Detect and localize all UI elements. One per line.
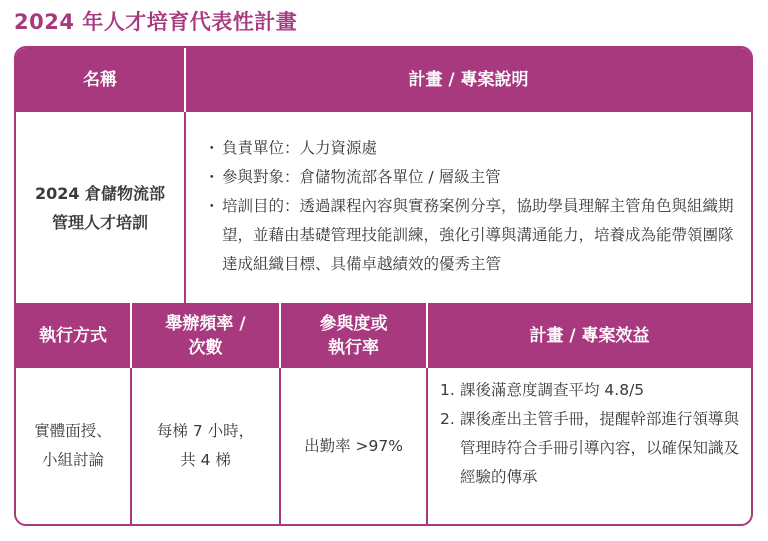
program-name-line-2: 管理人才培訓: [51, 212, 148, 232]
header-name: 名稱: [83, 70, 117, 90]
list-item: ・ 負責單位：人力資源處: [194, 134, 746, 163]
program-name-line-1: 2024 倉儲物流部: [34, 183, 166, 203]
header-method: 執行方式: [39, 325, 107, 346]
header-rate: 參與度或 執行率: [319, 313, 388, 358]
list-item: 1. 課後滿意度調查平均 4.8/5: [440, 381, 645, 399]
bullet-mark: ・: [204, 168, 220, 186]
program-table: [14, 46, 753, 526]
header-description: 計畫 / 專案說明: [408, 70, 529, 90]
execution-rate: 出勤率 >97%: [304, 436, 403, 455]
bullet-mark: ・: [204, 139, 220, 157]
program-divider: [184, 112, 186, 303]
program-bullet-list: [194, 134, 746, 279]
execution-frequency: 每梯 7 小時， 共 4 梯: [156, 422, 255, 469]
list-item: 2. 課後產出主管手冊，提醒幹部進行領導與管理時符合手冊引導內容，以確保知識及經驗的傳承: [440, 410, 740, 486]
effect-list: [440, 376, 745, 492]
list-item: ・ 培訓目的：透過課程內容與實務案例分享，協助學員理解主管角色與組織期望，並藉由基礎管理技能訓練，強化引導與溝通能力，培養成為能帶領團隊達成組織目標、具備卓越績效的優秀主管: [194, 192, 746, 279]
header-frequency: 舉辦頻率 / 次數: [165, 313, 246, 358]
header-effect: 計畫 / 專案效益: [529, 325, 650, 346]
execution-divider: [426, 368, 428, 524]
page-title: 2024 年人才培育代表性計畫: [14, 10, 298, 34]
program-name: [16, 112, 184, 303]
execution-method: 實體面授、 小組討論: [34, 422, 112, 469]
list-item: ・ 參與對象：倉儲物流部各單位 / 層級主管: [194, 163, 746, 192]
bullet-mark: ・: [204, 197, 220, 215]
